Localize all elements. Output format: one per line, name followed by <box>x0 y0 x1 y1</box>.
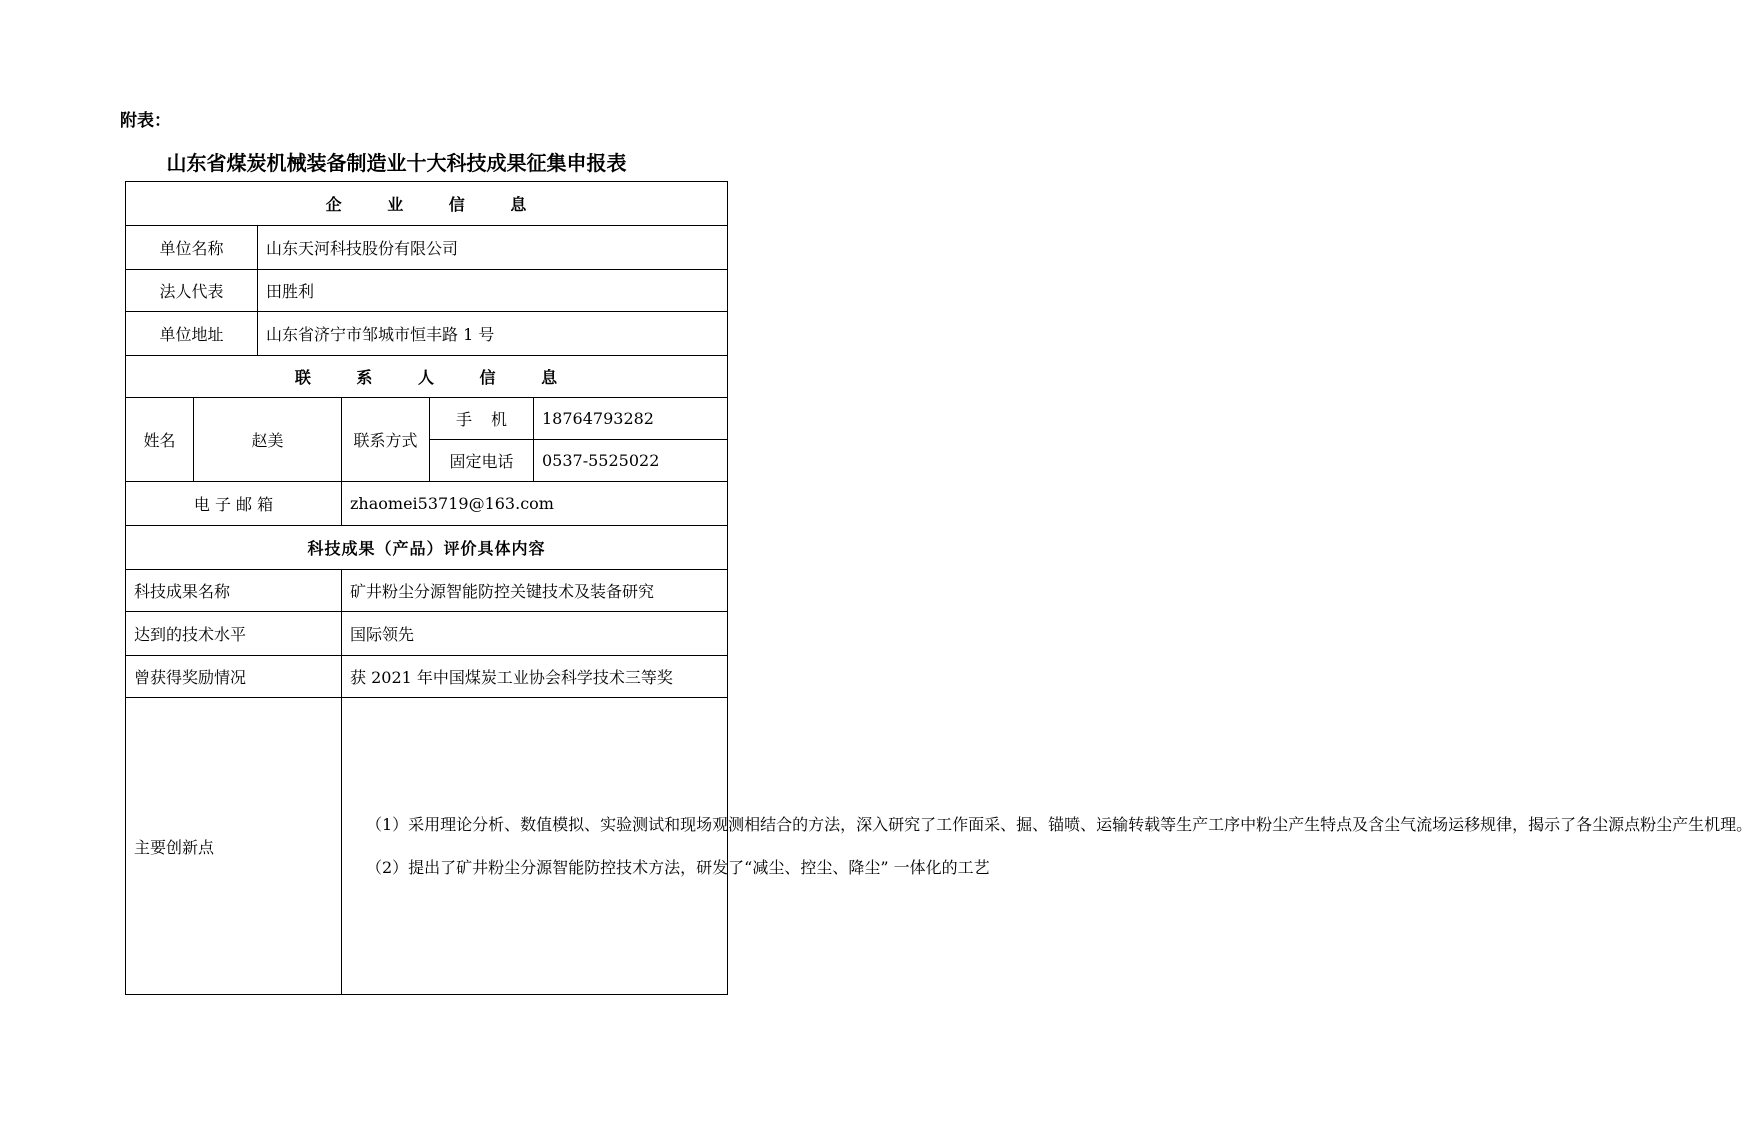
contact-method-label: 联系方式 <box>342 398 430 482</box>
contact-mobile-row <box>126 398 728 440</box>
phone-value: 0537-5525022 <box>534 440 728 482</box>
email-value: zhaomei53719@163.com <box>342 482 728 526</box>
awards-label: 曾获得奖励情况 <box>126 656 342 698</box>
document-title: 山东省煤炭机械装备制造业十大科技成果征集申报表 <box>166 151 627 175</box>
application-form-table <box>125 181 1752 995</box>
company-name-value: 山东天河科技股份有限公司 <box>258 226 728 270</box>
contact-name-label: 姓名 <box>126 398 194 482</box>
innovation-paragraph-2: （2）提出了矿井粉尘分源智能防控技术方法，研发了“减尘、控尘、降尘” 一体化的工艺 <box>366 858 990 877</box>
tech-level-row <box>126 612 728 656</box>
innovation-paragraph-1: （1）采用理论分析、数值模拟、实验测试和现场观测相结合的方法，深入研究了工作面采、掘、锚喷、运输转载等生产工序中粉尘产生特点及含尘气流场运移规律，揭示了各尘源点粉尘产生机理。 <box>366 815 1752 834</box>
legal-rep-row <box>126 270 728 312</box>
email-row <box>126 482 728 526</box>
contact-name-value: 赵美 <box>194 398 342 482</box>
innovation-content <box>342 698 1752 995</box>
evaluation-header: 科技成果（产品）评价具体内容 <box>126 526 728 570</box>
mobile-value: 18764793282 <box>534 398 728 440</box>
legal-rep-label: 法人代表 <box>126 270 258 312</box>
legal-rep-value: 田胜利 <box>258 270 728 312</box>
company-info-header-row <box>126 182 728 226</box>
company-address-row <box>126 312 728 356</box>
email-label: 电 子 邮 箱 <box>126 482 342 526</box>
tech-level-label: 达到的技术水平 <box>126 612 342 656</box>
achievement-name-value: 矿井粉尘分源智能防控关键技术及装备研究 <box>342 570 728 612</box>
company-name-label: 单位名称 <box>126 226 258 270</box>
mobile-label: 手 机 <box>430 398 534 440</box>
company-name-row <box>126 226 728 270</box>
annex-label: 附表： <box>120 111 171 131</box>
company-info-header: 企 业 信 息 <box>126 182 728 226</box>
contact-info-header: 联 系 人 信 息 <box>126 356 728 398</box>
company-address-value: 山东省济宁市邹城市恒丰路 1 号 <box>258 312 728 356</box>
phone-label: 固定电话 <box>430 440 534 482</box>
contact-info-header-row <box>126 356 728 398</box>
achievement-name-row <box>126 570 728 612</box>
evaluation-header-row <box>126 526 728 570</box>
innovation-label: 主要创新点 <box>126 698 342 995</box>
innovation-row <box>126 698 728 995</box>
awards-value: 获 2021 年中国煤炭工业协会科学技术三等奖 <box>342 656 728 698</box>
awards-row <box>126 656 728 698</box>
achievement-name-label: 科技成果名称 <box>126 570 342 612</box>
tech-level-value: 国际领先 <box>342 612 728 656</box>
company-address-label: 单位地址 <box>126 312 258 356</box>
